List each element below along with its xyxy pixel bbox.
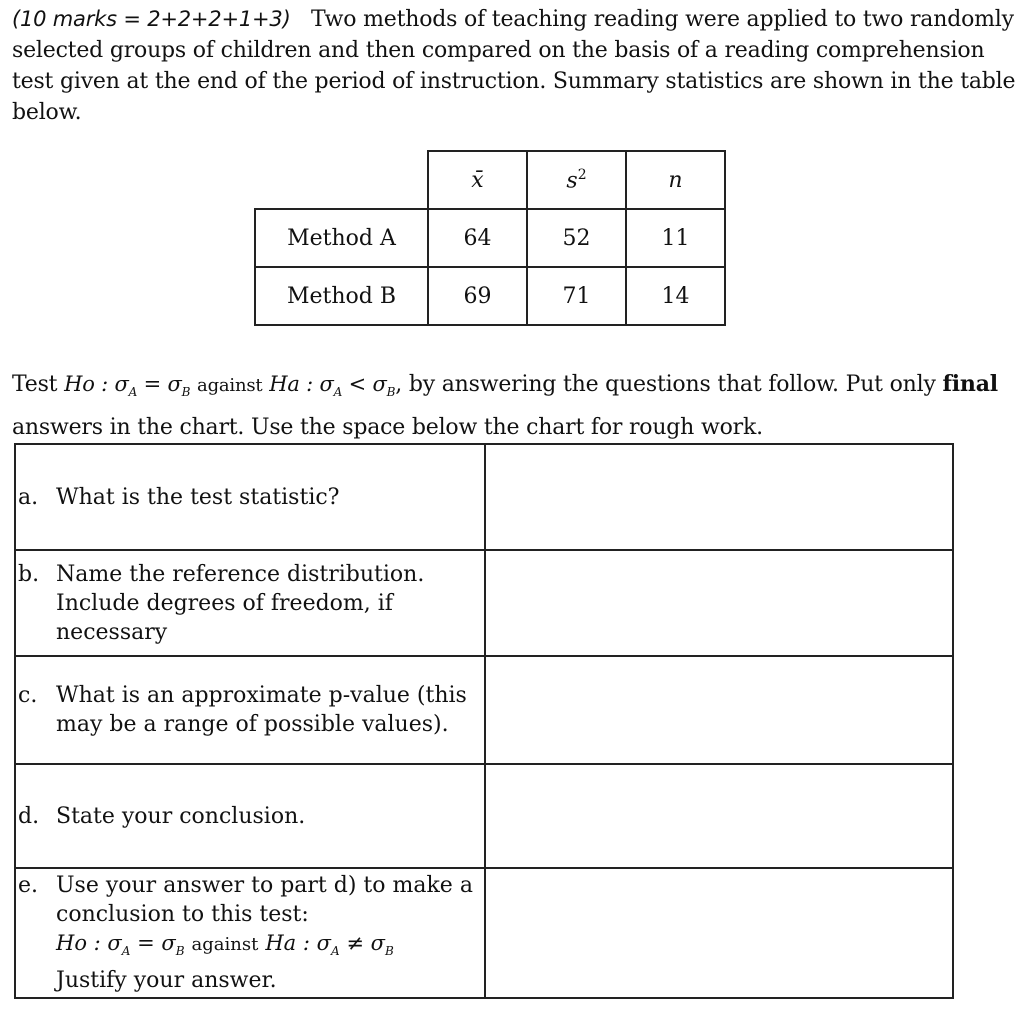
answer-field-c[interactable] <box>485 656 953 764</box>
stats-cell-s2: 52 <box>527 209 626 267</box>
question-cell: c. What is an approximate p-value (this may be a range of possible values). <box>15 656 485 764</box>
stats-header-n: n <box>626 151 725 209</box>
two-sided-alternative: Ha : $\sigma_A \ne \sigma_B$ <box>265 931 394 959</box>
marks-breakdown: (10 marks = 2+2+2+1+3) <box>12 7 291 31</box>
question-cell: a. What is the test statistic? <box>15 444 485 550</box>
final-emphasis: final <box>942 371 998 397</box>
null-hypothesis: Ho : $\sigma_A = \sigma_B$ <box>56 931 185 959</box>
stats-row-method-b <box>255 267 725 325</box>
stats-corner-cell <box>255 151 428 209</box>
null-hypothesis: Ho : $\sigma_A = \sigma_B$ <box>64 372 191 400</box>
stats-header-xbar: x̄ <box>428 151 527 209</box>
answer-field-e[interactable] <box>485 868 953 998</box>
answer-chart <box>14 443 954 999</box>
question-cell: e. Use your answer to part d) to make a conclusion to this test: Ho : $\sigma_A = \sigma_B$ against Ha : $\sigma_A \ne \sigma_B$ Justify your answer. <box>15 868 485 998</box>
answer-field-b[interactable] <box>485 550 953 656</box>
stats-cell-xbar: 69 <box>428 267 527 325</box>
question-cell: b. Name the reference distribution. Include degrees of freedom, if necessary <box>15 550 485 656</box>
answer-row-b <box>15 550 953 656</box>
stats-row-label: Method B <box>255 267 428 325</box>
stats-cell-s2: 71 <box>527 267 626 325</box>
answer-row-a <box>15 444 953 550</box>
question-cell: d. State your conclusion. <box>15 764 485 868</box>
stats-row-method-a <box>255 209 725 267</box>
answer-row-d <box>15 764 953 868</box>
hypothesis-instructions: Test Ho : $\sigma_A = \sigma_B$ against Ha : $\sigma_A < \sigma_B$, by answering the questions that follow. Put only final answers in the chart. Use the space below the chart for rough work. <box>12 371 998 441</box>
stats-cell-xbar: 64 <box>428 209 527 267</box>
intro-text: Two methods of teaching reading were applied to two randomly selected groups of children and then compared on the basis of a reading comprehension test given at the end of the period of instruction. Summary statistics are shown in the table below. <box>12 7 1016 125</box>
stats-cell-n: 11 <box>626 209 725 267</box>
answer-field-a[interactable] <box>485 444 953 550</box>
summary-statistics-table <box>254 150 726 326</box>
answer-row-e <box>15 868 953 998</box>
answer-row-c <box>15 656 953 764</box>
stats-header-s2: $s^2$ <box>527 151 626 209</box>
stats-row-label: Method A <box>255 209 428 267</box>
stats-cell-n: 14 <box>626 267 725 325</box>
answer-field-d[interactable] <box>485 764 953 868</box>
stats-header-row <box>255 151 725 209</box>
alternative-hypothesis: Ha : $\sigma_A < \sigma_B$ <box>269 372 396 400</box>
question-intro <box>12 4 1017 128</box>
